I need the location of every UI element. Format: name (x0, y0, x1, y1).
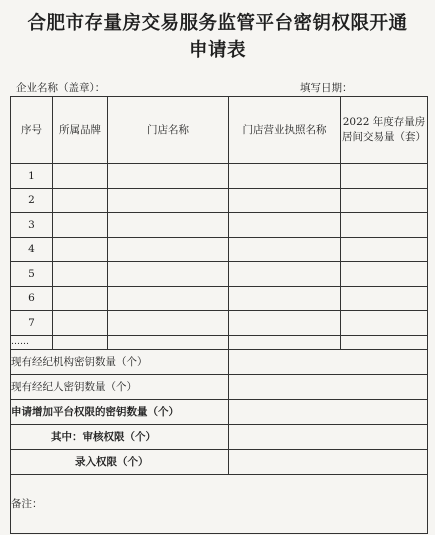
entry-permission-value (229, 449, 428, 474)
license-name-cell (229, 213, 341, 238)
brand-cell (53, 213, 108, 238)
table-row (11, 188, 428, 213)
volume-cell (341, 286, 428, 311)
brand-cell (53, 286, 108, 311)
store-name-cell (108, 286, 229, 311)
table-row-ellipsis (11, 335, 428, 349)
row-number: 6 (11, 286, 53, 311)
table-row (11, 237, 428, 262)
store-name-cell (108, 213, 229, 238)
license-name-cell (229, 237, 341, 262)
volume-cell (341, 262, 428, 287)
table-row (11, 213, 428, 238)
header-store-name: 门店名称 (108, 97, 229, 164)
table-row (11, 311, 428, 336)
license-name-cell (229, 188, 341, 213)
header-business-license-name: 门店营业执照名称 (229, 97, 341, 164)
application-table (10, 96, 428, 534)
row-number: 4 (11, 237, 53, 262)
header-serial-number: 序号 (11, 97, 53, 164)
row-number: 3 (11, 213, 53, 238)
review-permission-value (229, 424, 428, 449)
volume-cell (341, 164, 428, 189)
additional-key-count-value (229, 399, 428, 424)
company-name-label: 企业名称（盖章）： (16, 82, 106, 94)
summary-row-entry-permission (11, 449, 428, 474)
entry-permission-label: 录入权限（个） (11, 449, 229, 474)
form-title-line2: 申请表 (188, 40, 246, 61)
table-row (11, 286, 428, 311)
license-name-cell (229, 286, 341, 311)
header-2022-transaction-volume: 2022 年度存量房居间交易量（套） (341, 97, 428, 164)
summary-row-agent-keys (11, 374, 428, 399)
brand-cell (53, 262, 108, 287)
store-name-cell (108, 335, 229, 349)
summary-row-additional-keys (11, 399, 428, 424)
license-name-cell (229, 311, 341, 336)
table-row (11, 164, 428, 189)
row-number: 7 (11, 311, 53, 336)
ellipsis-marker: …… (11, 335, 53, 349)
volume-cell (341, 188, 428, 213)
table-row (11, 262, 428, 287)
agent-key-count-value (229, 374, 428, 399)
license-name-cell (229, 262, 341, 287)
store-name-cell (108, 311, 229, 336)
license-name-cell (229, 335, 341, 349)
fill-date-label: 填写日期： (300, 82, 353, 94)
license-name-cell (229, 164, 341, 189)
store-name-cell (108, 237, 229, 262)
form-title-line1: 合肥市存量房交易服务监管平台密钥权限开通 (27, 13, 408, 34)
additional-key-count-label: 申请增加平台权限的密钥数量（个） (11, 399, 229, 424)
table-header-row (11, 97, 428, 164)
volume-cell (341, 311, 428, 336)
brand-cell (53, 335, 108, 349)
row-number: 2 (11, 188, 53, 213)
store-name-cell (108, 164, 229, 189)
store-name-cell (108, 262, 229, 287)
volume-cell (341, 213, 428, 238)
row-number: 1 (11, 164, 53, 189)
volume-cell (341, 335, 428, 349)
store-name-cell (108, 188, 229, 213)
brand-cell (53, 311, 108, 336)
remark-label: 备注： (11, 474, 428, 533)
summary-row-agency-keys (11, 349, 428, 374)
summary-row-review-permission (11, 424, 428, 449)
remark-row (11, 474, 428, 533)
agency-key-count-value (229, 349, 428, 374)
brand-cell (53, 237, 108, 262)
brand-cell (53, 164, 108, 189)
agency-key-count-label: 现有经纪机构密钥数量（个） (11, 349, 229, 374)
brand-cell (53, 188, 108, 213)
header-brand: 所属品牌 (53, 97, 108, 164)
agent-key-count-label: 现有经纪人密钥数量（个） (11, 374, 229, 399)
row-number: 5 (11, 262, 53, 287)
volume-cell (341, 237, 428, 262)
review-permission-label: 其中：审核权限（个） (11, 424, 229, 449)
